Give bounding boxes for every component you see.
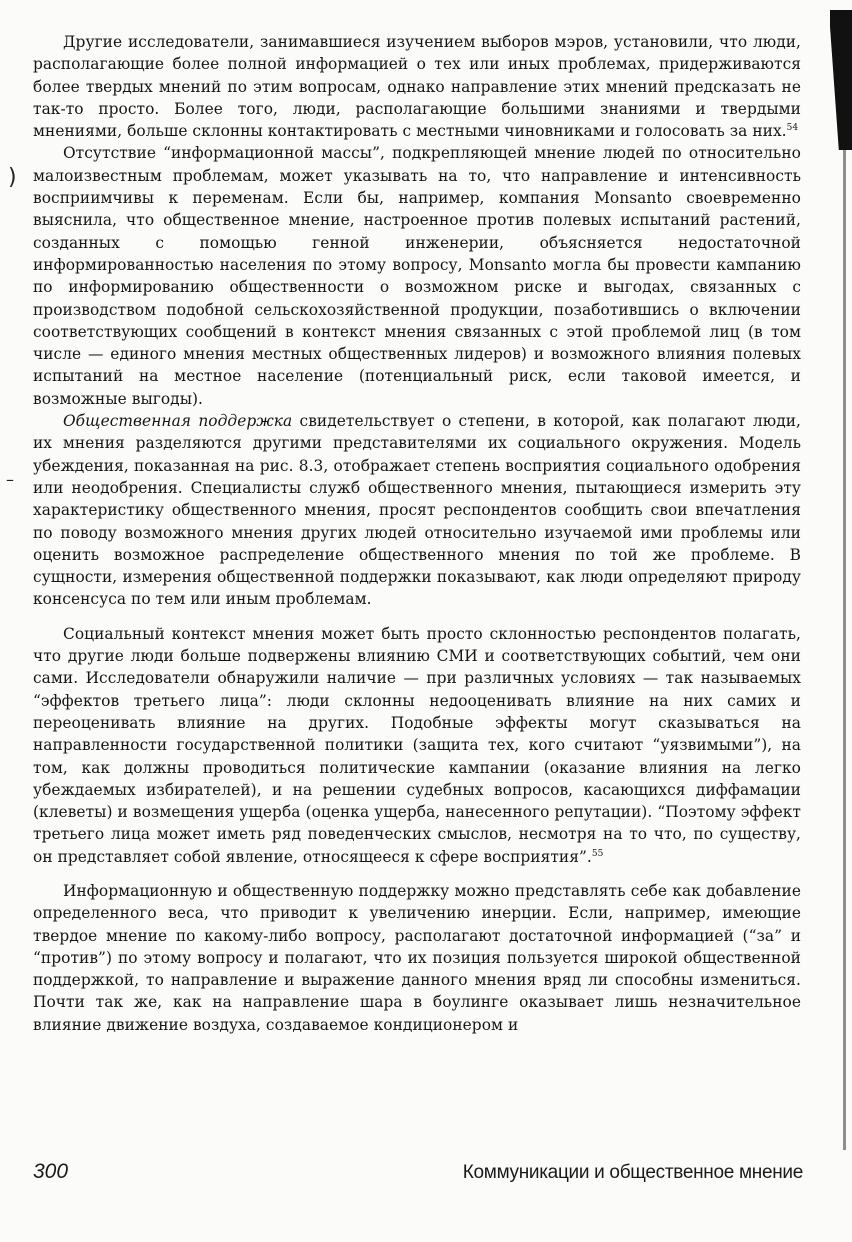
footnote-ref: 54 xyxy=(786,123,799,134)
page-footer xyxy=(33,1160,803,1190)
emphasized-term: Общественная поддержка xyxy=(63,412,293,431)
paragraph-1 xyxy=(33,31,801,142)
page-edge-shadow xyxy=(830,10,852,150)
paragraph-2 xyxy=(33,142,801,410)
page-number: 300 xyxy=(33,1160,69,1183)
paragraph-text: Отсутствие “информационной массы”, подкрепляющей мнение людей по относительно малоизвестным проблемам, может указывать на то, что направление и интенсивность восприимчивы к переменам. Если бы, например, компания Monsanto своевременно выяснила, что общественное мнение, настроенное против полевых испытаний растений, созданных с помощью генной инженерии, объясняется недостаточной информированностью населения по этому вопросу, Monsanto могла бы провести кампанию по информированию общественности о возможном риске и выгодах, связанных с производством подобной сельскохозяйственной продукции, позаботившись о включении соответствующих сообщений в контекст мнения связанных с этой проблемой лиц (в том числе — единого мнения местных общественных лидеров) и возможного влияния полевых испытаний на местное население (потенциальный риск, если таковой имеется, и возможные выгоды). xyxy=(33,144,801,408)
paragraph-5 xyxy=(33,880,801,1036)
margin-dash-mark: – xyxy=(6,470,14,489)
footnote-ref: 55 xyxy=(591,848,604,859)
paragraph-4 xyxy=(33,623,801,868)
margin-bracket-mark: ) xyxy=(8,165,17,190)
paragraph-3 xyxy=(33,410,801,611)
paragraph-text: Информационную и общественную поддержку можно представлять себе как добавление определенного веса, что приводит к увеличению инерции. Если, например, имеющие твердое мнение по какому-либо вопросу, располагают достаточной информацией (“за” и “против”) по этому вопросу и полагают, что их позиция пользуется широкой общественной поддержкой, то направление и выражение данного мнения вряд ли способны измениться. Почти так же, как на направление шара в боулинге оказывает лишь незначительное влияние движение воздуха, создаваемое кондиционером и xyxy=(33,881,801,1034)
paragraph-text: Другие исследователи, занимавшиеся изучением выборов мэров, установили, что люди, располагающие более полной информацией о тех или иных проблемах, придерживаются более твердых мнений по этим вопросам, однако направление этих мнений предсказать не так-то просто. Более того, люди, располагающие большими знаниями и твердыми мнениями, больше склонны контактировать с местными чиновниками и голосовать за них. xyxy=(33,33,801,141)
paragraph-text: Социальный контекст мнения может быть просто склонностью респондентов полагать, что другие люди больше подвержены влиянию СМИ и соответствующих событий, чем они сами. Исследователи обнаружили наличие — при различных условиях — так называемых “эффектов третьего лица”: люди склонны недооценивать влияние на них самих и переоценивать влияние на других. Подобные эффекты могут сказываться на направленности государственной политики (защита тех, кого считают “уязвимыми”), на том, как должны проводиться политические кампании (оказание влияния на легко убеждаемых избирателей), и на решении судебных вопросов, касающихся диффамации (клеветы) и возмещения ущерба (оценка ущерба, нанесенного репутации). “Поэтому эффект третьего лица может иметь ряд поведенческих смыслов, несмотря на то что, по существу, он представляет собой явление, относящееся к сфере восприятия”. xyxy=(33,624,801,866)
paragraph-text: свидетельствует о степени, в которой, как полагают люди, их мнения разделяются другими представителями их социального окружения. Модель убеждения, показанная на рис. 8.3, отображает степень восприятия социального одобрения или неодобрения. Специалисты служб общественного мнения, пытающиеся измерить эту характеристику общественного мнения, просят респондентов сообщить свои впечатления по поводу возможного мнения других людей относительно изучаемой ими проблемы или оценить возможное распределение общественного мнения по той же проблеме. В сущности, измерения общественной поддержки показывают, как люди определяют природу консенсуса по тем или иным проблемам. xyxy=(33,412,801,609)
body-text xyxy=(33,31,801,1036)
page-edge-line xyxy=(843,150,846,1150)
running-title: Коммуникации и общественное мнение xyxy=(462,1162,803,1183)
